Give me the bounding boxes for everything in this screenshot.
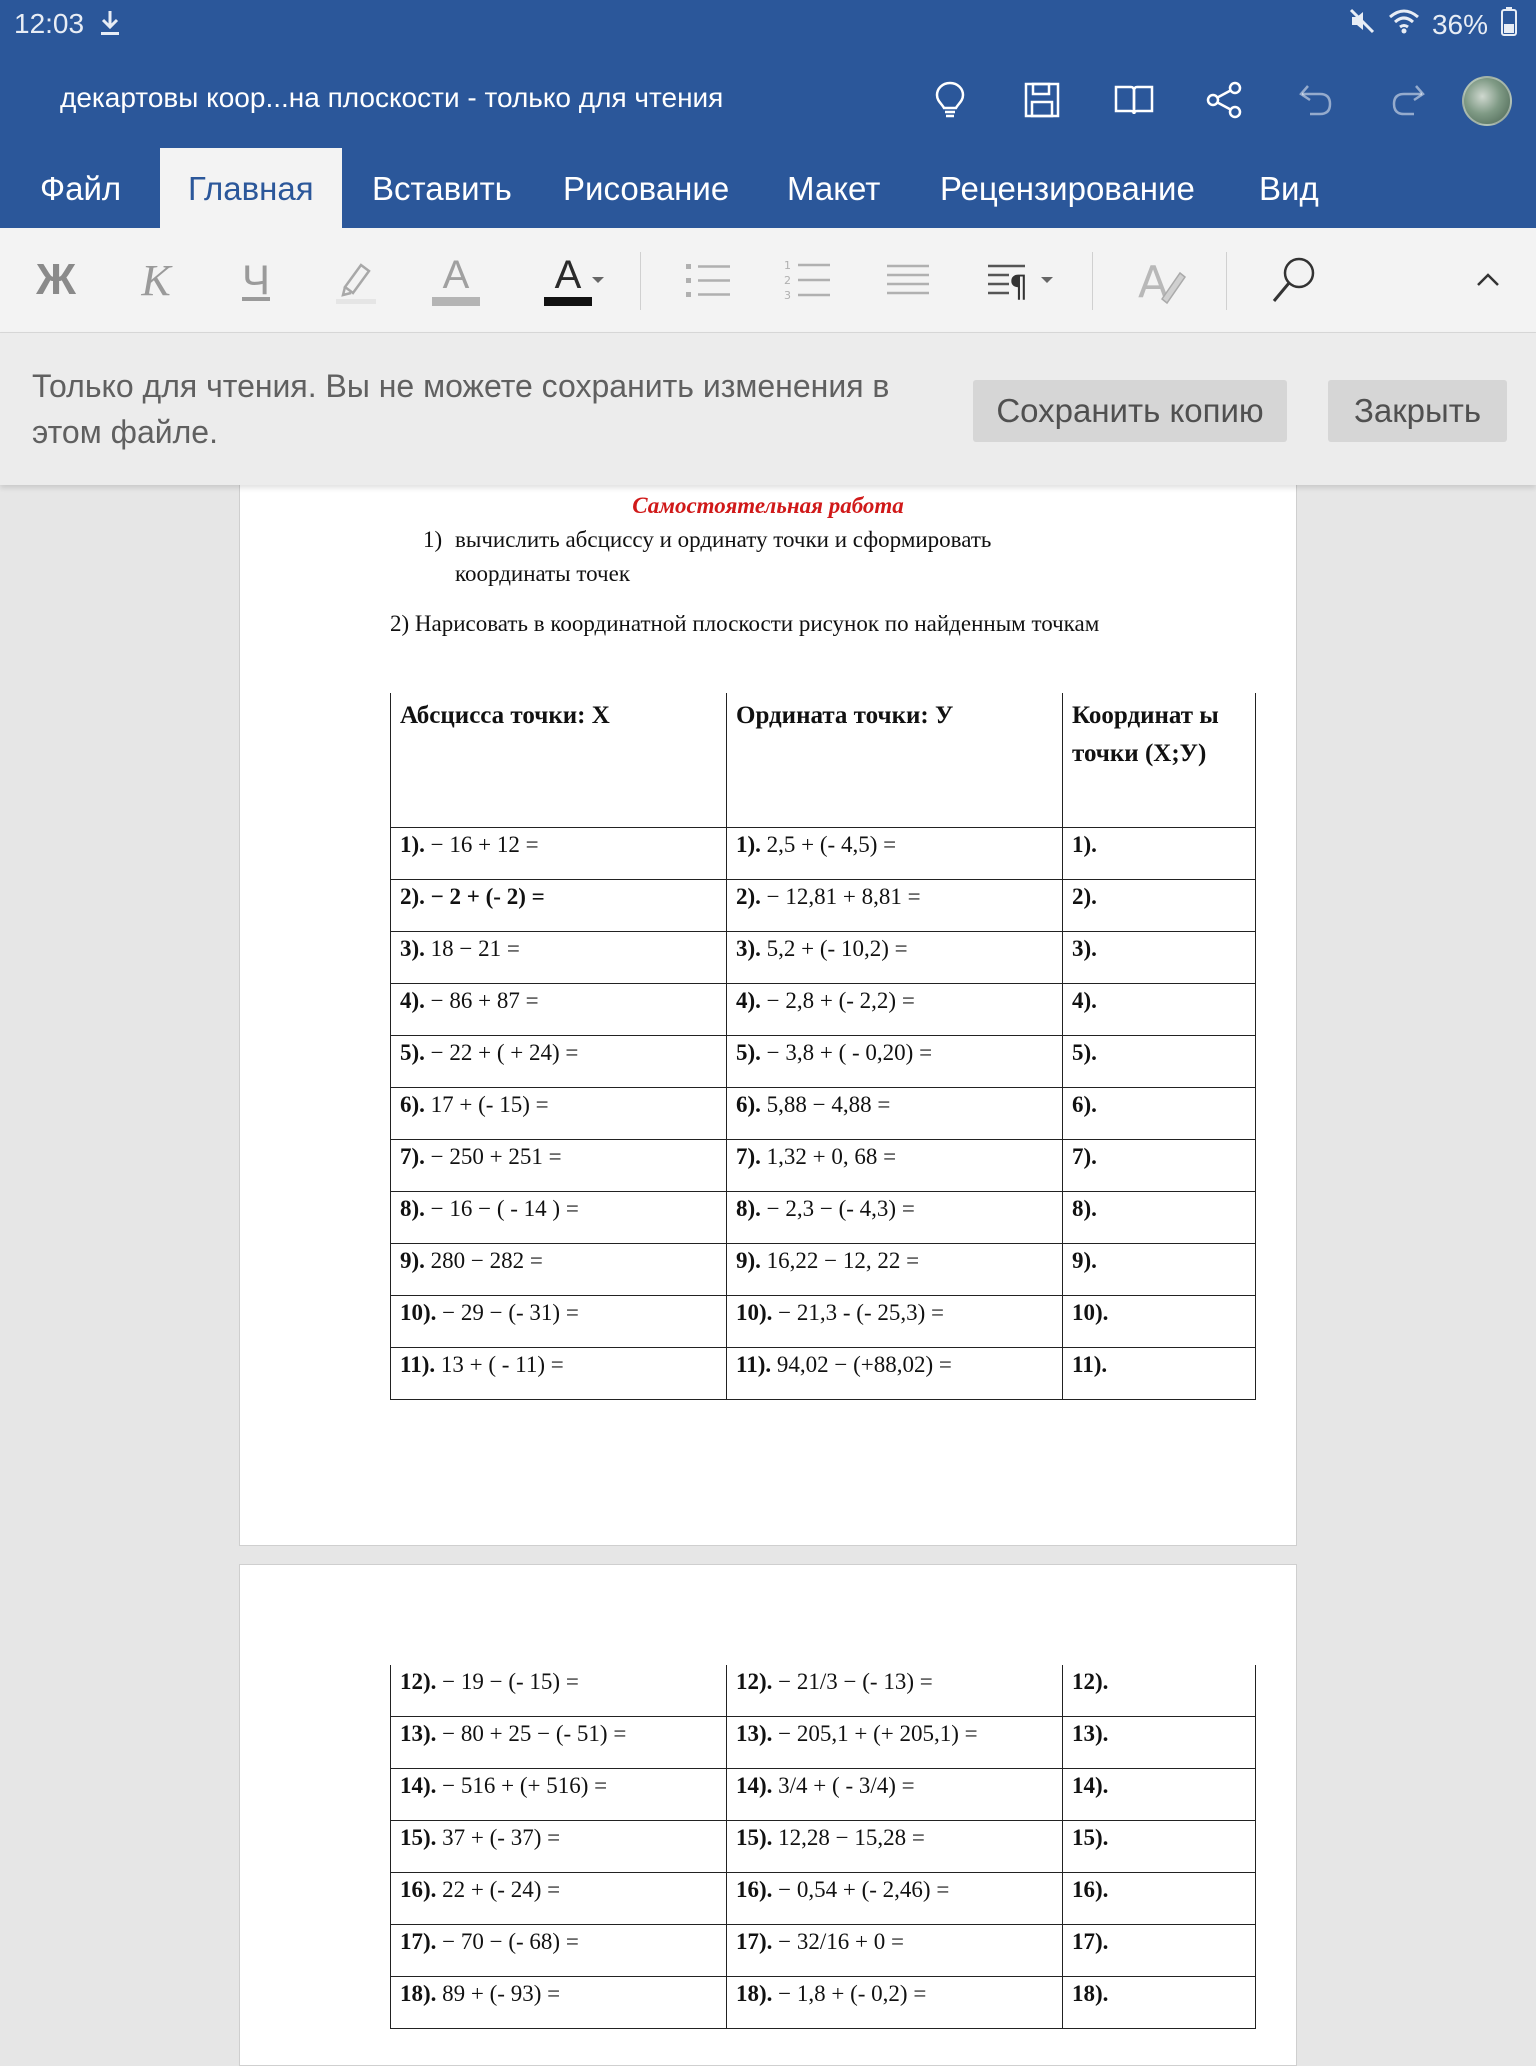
abscissa-cell — [391, 1821, 727, 1873]
ribbon-tabs — [0, 148, 1536, 228]
abscissa-expression: 89 + (- 93) = — [442, 1981, 561, 2006]
table-row — [391, 1717, 1256, 1769]
ordinate-expression: 16,22 − 12, 22 = — [766, 1248, 920, 1273]
document-page-2 — [239, 1564, 1297, 2066]
ribbon-separator — [1226, 252, 1227, 310]
coordinates-cell — [1063, 1036, 1256, 1088]
ribbon-separator — [640, 252, 641, 310]
ordinate-expression: − 205,1 + (+ 205,1) = — [778, 1721, 978, 1746]
coordinates-cell — [1063, 1769, 1256, 1821]
row-number: 2). — [736, 884, 761, 909]
table-row — [391, 1140, 1256, 1192]
ordinate-cell — [727, 1873, 1063, 1925]
ordinate-cell — [727, 1925, 1063, 1977]
row-number: 17). — [1072, 1929, 1109, 1954]
table-row — [391, 1821, 1256, 1873]
table-row — [391, 1192, 1256, 1244]
abscissa-cell — [391, 1769, 727, 1821]
lightbulb-icon[interactable] — [924, 74, 976, 126]
svg-text:2: 2 — [784, 274, 791, 287]
table-row — [391, 880, 1256, 932]
ribbon-separator — [1092, 252, 1093, 310]
row-number: 16). — [1072, 1877, 1109, 1902]
numbered-list-icon[interactable] — [778, 228, 838, 332]
ordinate-cell — [727, 984, 1063, 1036]
abscissa-cell — [391, 1873, 727, 1925]
table-row — [391, 1244, 1256, 1296]
document-page-1 — [239, 484, 1297, 1546]
close-button[interactable]: Закрыть — [1328, 380, 1507, 442]
row-number: 1). — [400, 832, 425, 857]
svg-text:A: A — [1138, 257, 1169, 305]
row-number: 3). — [736, 936, 761, 961]
undo-icon — [1290, 74, 1342, 126]
font-color-swatch — [544, 297, 592, 306]
coordinates-cell — [1063, 880, 1256, 932]
italic-button[interactable]: К — [141, 255, 171, 305]
share-icon[interactable] — [1198, 74, 1250, 126]
row-number: 7). — [1072, 1144, 1097, 1169]
row-number: 13). — [736, 1721, 773, 1746]
table-row — [391, 1296, 1256, 1348]
ordinate-expression: 3/4 + ( - 3/4) = — [778, 1773, 915, 1798]
ordinate-cell — [727, 1665, 1063, 1717]
ordinate-cell — [727, 1348, 1063, 1400]
coordinates-cell — [1063, 1717, 1256, 1769]
abscissa-expression: − 19 − (- 15) = — [442, 1669, 579, 1694]
abscissa-cell — [391, 932, 727, 984]
row-number: 11). — [736, 1352, 772, 1377]
app-bar — [0, 0, 1536, 228]
tab-review[interactable]: Рецензирование — [940, 170, 1195, 207]
ordinate-expression: 2,5 + (- 4,5) = — [766, 832, 897, 857]
highlight-color-button[interactable] — [424, 228, 488, 332]
svg-text:3: 3 — [784, 289, 791, 302]
ordinate-cell — [727, 1977, 1063, 2029]
ordinate-cell — [727, 1088, 1063, 1140]
task-1-number: 1) — [423, 527, 443, 552]
row-number: 17). — [736, 1929, 773, 1954]
font-color-letter: A — [554, 252, 582, 297]
task-2-text: 2) Нарисовать в координатной плоскости рисунок по найденным точкам — [390, 611, 1100, 636]
coordinates-cell — [1063, 984, 1256, 1036]
row-number: 18). — [400, 1981, 437, 2006]
ordinate-expression: − 3,8 + ( - 0,20) = — [766, 1040, 933, 1065]
row-number: 5). — [736, 1040, 761, 1065]
font-color-dropdown-icon[interactable] — [588, 228, 608, 332]
abscissa-cell — [391, 1088, 727, 1140]
ordinate-expression: 12,28 − 15,28 = — [778, 1825, 925, 1850]
align-icon[interactable] — [878, 228, 938, 332]
row-number: 9). — [400, 1248, 425, 1273]
battery-icon — [1500, 6, 1518, 43]
coordinates-cell — [1063, 1296, 1256, 1348]
row-number: 15). — [1072, 1825, 1109, 1850]
svg-text:1: 1 — [784, 259, 791, 272]
table-row — [391, 828, 1256, 880]
ordinate-cell — [727, 1821, 1063, 1873]
tab-view[interactable]: Вид — [1259, 170, 1319, 207]
ordinate-expression: 94,02 − (+88,02) = — [776, 1352, 952, 1377]
abscissa-cell — [391, 1348, 727, 1400]
header-abscissa: Абсцисса точки: Х — [391, 693, 727, 828]
row-number: 10). — [400, 1300, 437, 1325]
abscissa-cell — [391, 1717, 727, 1769]
document-title: декартовы коор...на плоскости - только для чтения — [60, 82, 724, 113]
abscissa-cell — [391, 828, 727, 880]
abscissa-expression: − 16 − ( - 14 ) = — [430, 1196, 579, 1221]
table-row — [391, 1873, 1256, 1925]
coordinates-cell — [1063, 1140, 1256, 1192]
battery-percent: 36% — [1431, 8, 1488, 40]
tab-file[interactable]: Файл — [40, 170, 122, 207]
header-coordinates: Координат ы точки (Х;У) — [1063, 693, 1256, 828]
ordinate-expression: − 21/3 − (- 13) = — [778, 1669, 933, 1694]
row-number: 14). — [1072, 1773, 1109, 1798]
ordinate-cell — [727, 932, 1063, 984]
ordinate-expression: − 2,8 + (- 2,2) = — [766, 988, 915, 1013]
table-row — [391, 1088, 1256, 1140]
row-number: 4). — [400, 988, 425, 1013]
row-number: 6). — [736, 1092, 761, 1117]
ordinate-expression: − 1,8 + (- 0,2) = — [778, 1981, 927, 2006]
abscissa-cell — [391, 1925, 727, 1977]
table-row — [391, 984, 1256, 1036]
row-number: 4). — [736, 988, 761, 1013]
row-number: 5). — [400, 1040, 425, 1065]
highlight-color-swatch — [432, 297, 480, 306]
highlight-letter: A — [442, 252, 470, 297]
status-icons — [1348, 6, 1518, 43]
abscissa-expression: 18 − 21 = — [430, 936, 520, 961]
abscissa-expression: − 250 + 251 = — [430, 1144, 562, 1169]
row-number: 8). — [400, 1196, 425, 1221]
row-number: 4). — [1072, 988, 1097, 1013]
abscissa-expression: 22 + (- 24) = — [442, 1877, 561, 1902]
styles-icon[interactable] — [1130, 228, 1194, 332]
wifi-icon — [1388, 7, 1420, 42]
row-number: 18). — [1072, 1981, 1109, 2006]
ordinate-cell — [727, 1769, 1063, 1821]
ordinate-expression: 5,2 + (- 10,2) = — [766, 936, 908, 961]
bold-button[interactable]: Ж — [36, 255, 76, 304]
row-number: 9). — [1072, 1248, 1097, 1273]
ordinate-expression: 1,32 + 0, 68 = — [766, 1144, 897, 1169]
ordinate-cell — [727, 1140, 1063, 1192]
table-row — [391, 1925, 1256, 1977]
save-copy-button[interactable]: Сохранить копию — [973, 380, 1287, 442]
bullet-list-icon[interactable] — [678, 228, 738, 332]
ordinate-expression: − 12,81 + 8,81 = — [766, 884, 921, 909]
ordinate-cell — [727, 1244, 1063, 1296]
ordinate-cell — [727, 880, 1063, 932]
table-row — [391, 1665, 1256, 1717]
table-row — [391, 1769, 1256, 1821]
coordinates-cell — [1063, 1088, 1256, 1140]
table-row — [391, 932, 1256, 984]
row-number: 1). — [1072, 832, 1097, 857]
ribbon-home — [0, 228, 1536, 333]
row-number: 8). — [1072, 1196, 1097, 1221]
row-number: 5). — [1072, 1040, 1097, 1065]
table-row — [391, 1348, 1256, 1400]
row-number: 6). — [1072, 1092, 1097, 1117]
abscissa-cell — [391, 1192, 727, 1244]
avatar[interactable] — [1462, 76, 1512, 126]
status-bar — [0, 0, 1536, 50]
ordinate-expression: − 2,3 − (- 4,3) = — [766, 1196, 915, 1221]
row-number: 10). — [1072, 1300, 1109, 1325]
collapse-ribbon-icon[interactable] — [1468, 228, 1508, 332]
abscissa-expression: 13 + ( - 11) = — [440, 1352, 564, 1377]
download-icon — [98, 8, 122, 42]
read-only-message: Только для чтения. Вы не можете сохранить изменения в этом файле. — [32, 368, 890, 450]
abscissa-expression: 17 + (- 15) = — [430, 1092, 549, 1117]
coordinates-cell — [1063, 1821, 1256, 1873]
row-number: 13). — [1072, 1721, 1109, 1746]
row-number: 18). — [736, 1981, 773, 2006]
row-number: 14). — [400, 1773, 437, 1798]
coordinates-cell — [1063, 1925, 1256, 1977]
read-mode-icon[interactable] — [1108, 74, 1160, 126]
row-number: 3). — [1072, 936, 1097, 961]
coordinates-cell — [1063, 1665, 1256, 1717]
tab-layout[interactable]: Макет — [787, 170, 881, 207]
row-number: 2). — [400, 884, 425, 909]
abscissa-expression: 280 − 282 = — [430, 1248, 543, 1273]
abscissa-expression: − 80 + 25 − (- 51) = — [442, 1721, 627, 1746]
abscissa-expression: 37 + (- 37) = — [442, 1825, 561, 1850]
row-number: 9). — [736, 1248, 761, 1273]
abscissa-expression: − 2 + (- 2) = — [430, 884, 545, 909]
worksheet-table-continued — [390, 1665, 1256, 2029]
ordinate-expression: − 21,3 - (- 25,3) = — [778, 1300, 945, 1325]
table-header-row — [391, 693, 1256, 828]
row-number: 11). — [400, 1352, 436, 1377]
ordinate-cell — [727, 1192, 1063, 1244]
coordinates-cell — [1063, 1977, 1256, 2029]
highlighter-icon[interactable] — [324, 228, 388, 332]
ordinate-cell — [727, 1296, 1063, 1348]
row-number: 11). — [1072, 1352, 1108, 1377]
abscissa-expression: − 70 − (- 68) = — [442, 1929, 579, 1954]
abscissa-expression: − 86 + 87 = — [430, 988, 539, 1013]
task-1-text: вычислить абсциссу и ординату точки и сформировать координаты точек — [455, 527, 992, 586]
coordinates-cell — [1063, 1348, 1256, 1400]
search-icon[interactable] — [1262, 228, 1326, 332]
row-number: 6). — [400, 1092, 425, 1117]
ordinate-expression: − 32/16 + 0 = — [778, 1929, 904, 1954]
row-number: 7). — [400, 1144, 425, 1169]
title-bar — [0, 50, 1536, 150]
read-only-notice — [0, 333, 1536, 485]
worksheet-heading: Самостоятельная работа — [632, 493, 904, 518]
row-number: 2). — [1072, 884, 1097, 909]
status-time: 12:03 — [14, 8, 85, 39]
row-number: 8). — [736, 1196, 761, 1221]
abscissa-expression: − 16 + 12 = — [430, 832, 539, 857]
table-row — [391, 1036, 1256, 1088]
coordinates-cell — [1063, 932, 1256, 984]
row-number: 12). — [1072, 1669, 1109, 1694]
row-number: 13). — [400, 1721, 437, 1746]
row-number: 17). — [400, 1929, 437, 1954]
coordinates-cell — [1063, 1192, 1256, 1244]
row-number: 7). — [736, 1144, 761, 1169]
tab-insert[interactable]: Вставить — [372, 170, 512, 207]
underline-button[interactable]: Ч — [242, 256, 270, 303]
tab-home[interactable]: Главная — [160, 148, 342, 228]
header-ordinate: Ордината точки: У — [727, 693, 1063, 828]
redo-icon — [1382, 74, 1434, 126]
ordinate-cell — [727, 828, 1063, 880]
row-number: 12). — [400, 1669, 437, 1694]
coordinates-cell — [1063, 828, 1256, 880]
ordinate-expression: 5,88 − 4,88 = — [766, 1092, 891, 1117]
abscissa-cell — [391, 1244, 727, 1296]
table-row — [391, 1977, 1256, 2029]
abscissa-cell — [391, 1977, 727, 2029]
save-icon[interactable] — [1016, 74, 1068, 126]
row-number: 14). — [736, 1773, 773, 1798]
row-number: 16). — [400, 1877, 437, 1902]
worksheet-table — [390, 693, 1256, 1400]
abscissa-cell — [391, 880, 727, 932]
abscissa-expression: − 22 + ( + 24) = — [430, 1040, 579, 1065]
row-number: 3). — [400, 936, 425, 961]
ordinate-cell — [727, 1717, 1063, 1769]
ordinate-cell — [727, 1036, 1063, 1088]
row-number: 12). — [736, 1669, 773, 1694]
row-number: 15). — [400, 1825, 437, 1850]
abscissa-cell — [391, 1665, 727, 1717]
abscissa-expression: − 29 − (- 31) = — [442, 1300, 579, 1325]
row-number: 1). — [736, 832, 761, 857]
row-number: 16). — [736, 1877, 773, 1902]
row-number: 10). — [736, 1300, 773, 1325]
coordinates-cell — [1063, 1244, 1256, 1296]
abscissa-cell — [391, 1036, 727, 1088]
mute-icon — [1348, 7, 1376, 42]
tab-draw[interactable]: Рисование — [563, 170, 730, 207]
svg-text:¶: ¶ — [1009, 270, 1029, 300]
row-number: 15). — [736, 1825, 773, 1850]
coordinates-cell — [1063, 1873, 1256, 1925]
abscissa-cell — [391, 984, 727, 1036]
abscissa-expression: − 516 + (+ 516) = — [442, 1773, 608, 1798]
paragraph-styles-icon[interactable] — [980, 228, 1060, 332]
abscissa-cell — [391, 1140, 727, 1192]
abscissa-cell — [391, 1296, 727, 1348]
ordinate-expression: − 0,54 + (- 2,46) = — [778, 1877, 950, 1902]
